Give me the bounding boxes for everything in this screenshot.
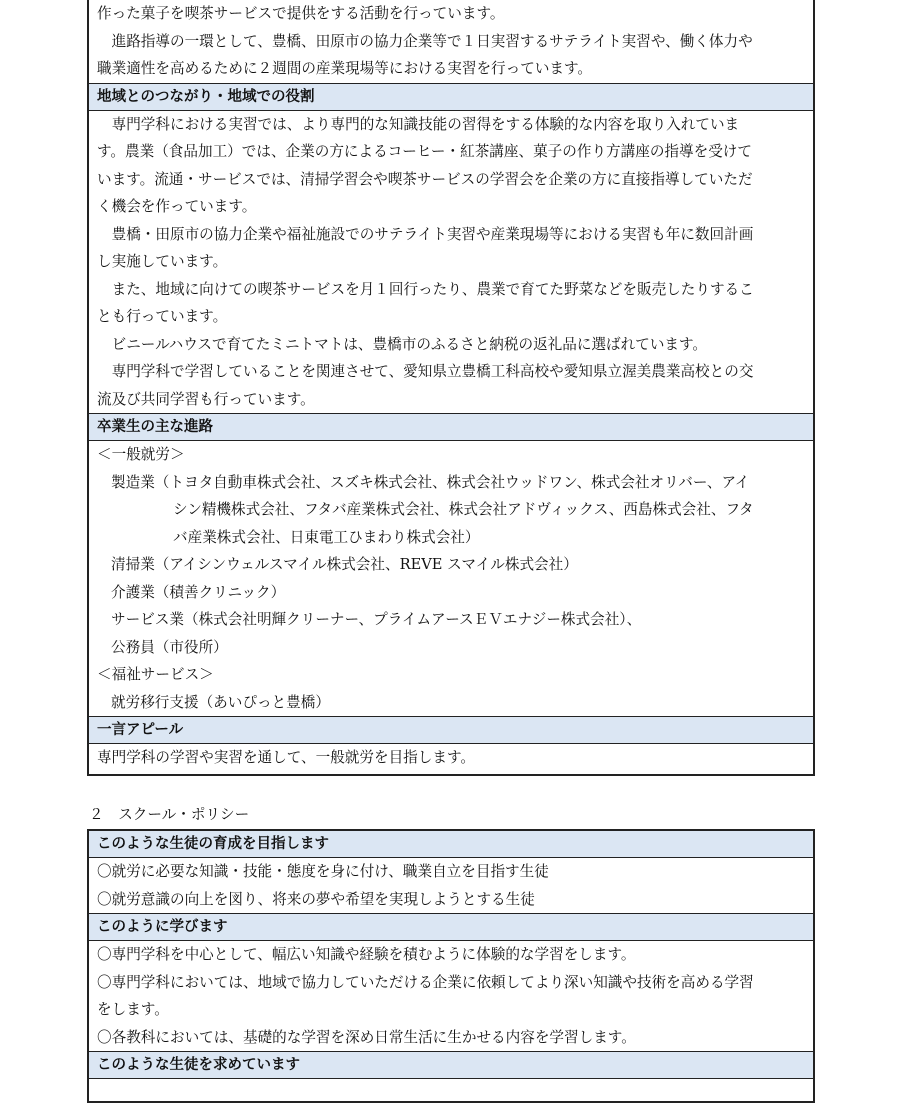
text-line: 〇就労に必要な知識・技能・態度を身に付け、職業自立を目指す生徒	[97, 863, 549, 880]
text-line: 〇専門学科を中心として、幅広い知識や経験を積むように体験的な学習をします。	[97, 946, 636, 963]
careers-heading: 卒業生の主な進路	[89, 413, 813, 441]
text-line: 専門学科における実習では、より専門的な知識技能の習得をする体験的な内容を取り入れていま	[97, 115, 740, 133]
welfare-line: 就労移行支援（あいぴっと豊橋）	[111, 693, 330, 711]
intro-section	[89, 0, 813, 83]
goals-heading: このような生徒の育成を目指します	[89, 831, 813, 858]
text-line: 職業適性を高めるために２週間の産業現場等における実習を行っています。	[97, 60, 593, 77]
service-line: サービス業（株式会社明輝クリーナー、プライムアースＥＶエナジー株式会社）、	[111, 611, 642, 628]
text-line: し実施しています。	[97, 253, 228, 270]
appeal-section	[89, 744, 813, 772]
text-line: 豊橋・田原市の協力企業や福祉施設でのサテライト実習や産業現場等における実習も年に数回計画	[97, 225, 754, 243]
text-line: く機会を作っています。	[97, 198, 257, 215]
general-employment-label: ＜一般就労＞	[97, 446, 185, 463]
text-line: とも行っています。	[97, 308, 228, 325]
public-line: 公務員（市役所）	[111, 638, 228, 656]
school-policy-table	[87, 829, 815, 1103]
learning-section	[89, 941, 813, 1051]
regional-heading: 地域とのつながり・地域での役割	[89, 83, 813, 111]
text-line: す。農業（食品加工）では、企業の方によるコーヒー・紅茶講座、菓子の作り方講座の指導を受けて	[97, 143, 752, 160]
text-line: 〇専門学科においては、地域で協力していただける企業に依頼してより深い知識や技術を高める学習	[97, 973, 754, 991]
text-line: 進路指導の一環として、豊橋、田原市の協力企業等で１日実習するサテライト実習や、働く体力や	[97, 32, 753, 50]
school-info-table	[87, 0, 815, 776]
text-line: をします。	[97, 1001, 169, 1018]
manufacturing-line: バ産業株式会社、日東電工ひまわり株式会社）	[173, 528, 480, 546]
careers-section	[89, 441, 813, 716]
manufacturing-line: シン精機株式会社、フタバ産業株式会社、株式会社アドヴィックス、西島株式会社、フタ	[173, 501, 754, 518]
text-line: 〇就労意識の向上を図り、将来の夢や希望を実現しようとする生徒	[97, 890, 535, 908]
care-line: 介護業（積善クリニック）	[111, 583, 286, 601]
manufacturing-line: 製造業（トヨタ自動車株式会社、スズキ株式会社、株式会社ウッドワン、株式会社オリバー、アイ	[111, 473, 750, 491]
appeal-text: 専門学科の学習や実習を通して、一般就労を目指します。	[97, 749, 475, 766]
text-line: 〇各教科においては、基礎的な学習を深め日常生活に生かせる内容を学習します。	[97, 1028, 636, 1046]
goals-section	[89, 858, 813, 913]
seeking-heading: このような生徒を求めています	[89, 1051, 813, 1079]
text-line: 流及び共同学習も行っています。	[97, 390, 315, 408]
appeal-heading: 一言アピール	[89, 716, 813, 744]
text-line: また、地域に向けての喫茶サービスを月１回行ったり、農業で育てた野菜などを販売したりするこ	[97, 280, 754, 298]
text-line: 専門学科で学習していることを関連させて、愛知県立豊橋工科高校や愛知県立渥美農業高校との交	[97, 363, 754, 380]
regional-section	[89, 111, 813, 414]
text-line: います。流通・サービスでは、清掃学習会や喫茶サービスの学習会を企業の方に直接指導していただ	[97, 170, 753, 188]
welfare-label: ＜福祉サービス＞	[97, 666, 214, 683]
learning-heading: このように学びます	[89, 913, 813, 941]
cleaning-line: 清掃業（アイシンウェルスマイル株式会社、REVE スマイル株式会社）	[111, 556, 578, 573]
text-line: ビニールハウスで育てたミニトマトは、豊橋市のふるさと納税の返礼品に選ばれています。	[97, 335, 708, 353]
school-policy-title: ２ スクール・ポリシー	[89, 806, 250, 823]
text-line: 作った菓子を喫茶サービスで提供をする活動を行っています。	[97, 5, 505, 22]
